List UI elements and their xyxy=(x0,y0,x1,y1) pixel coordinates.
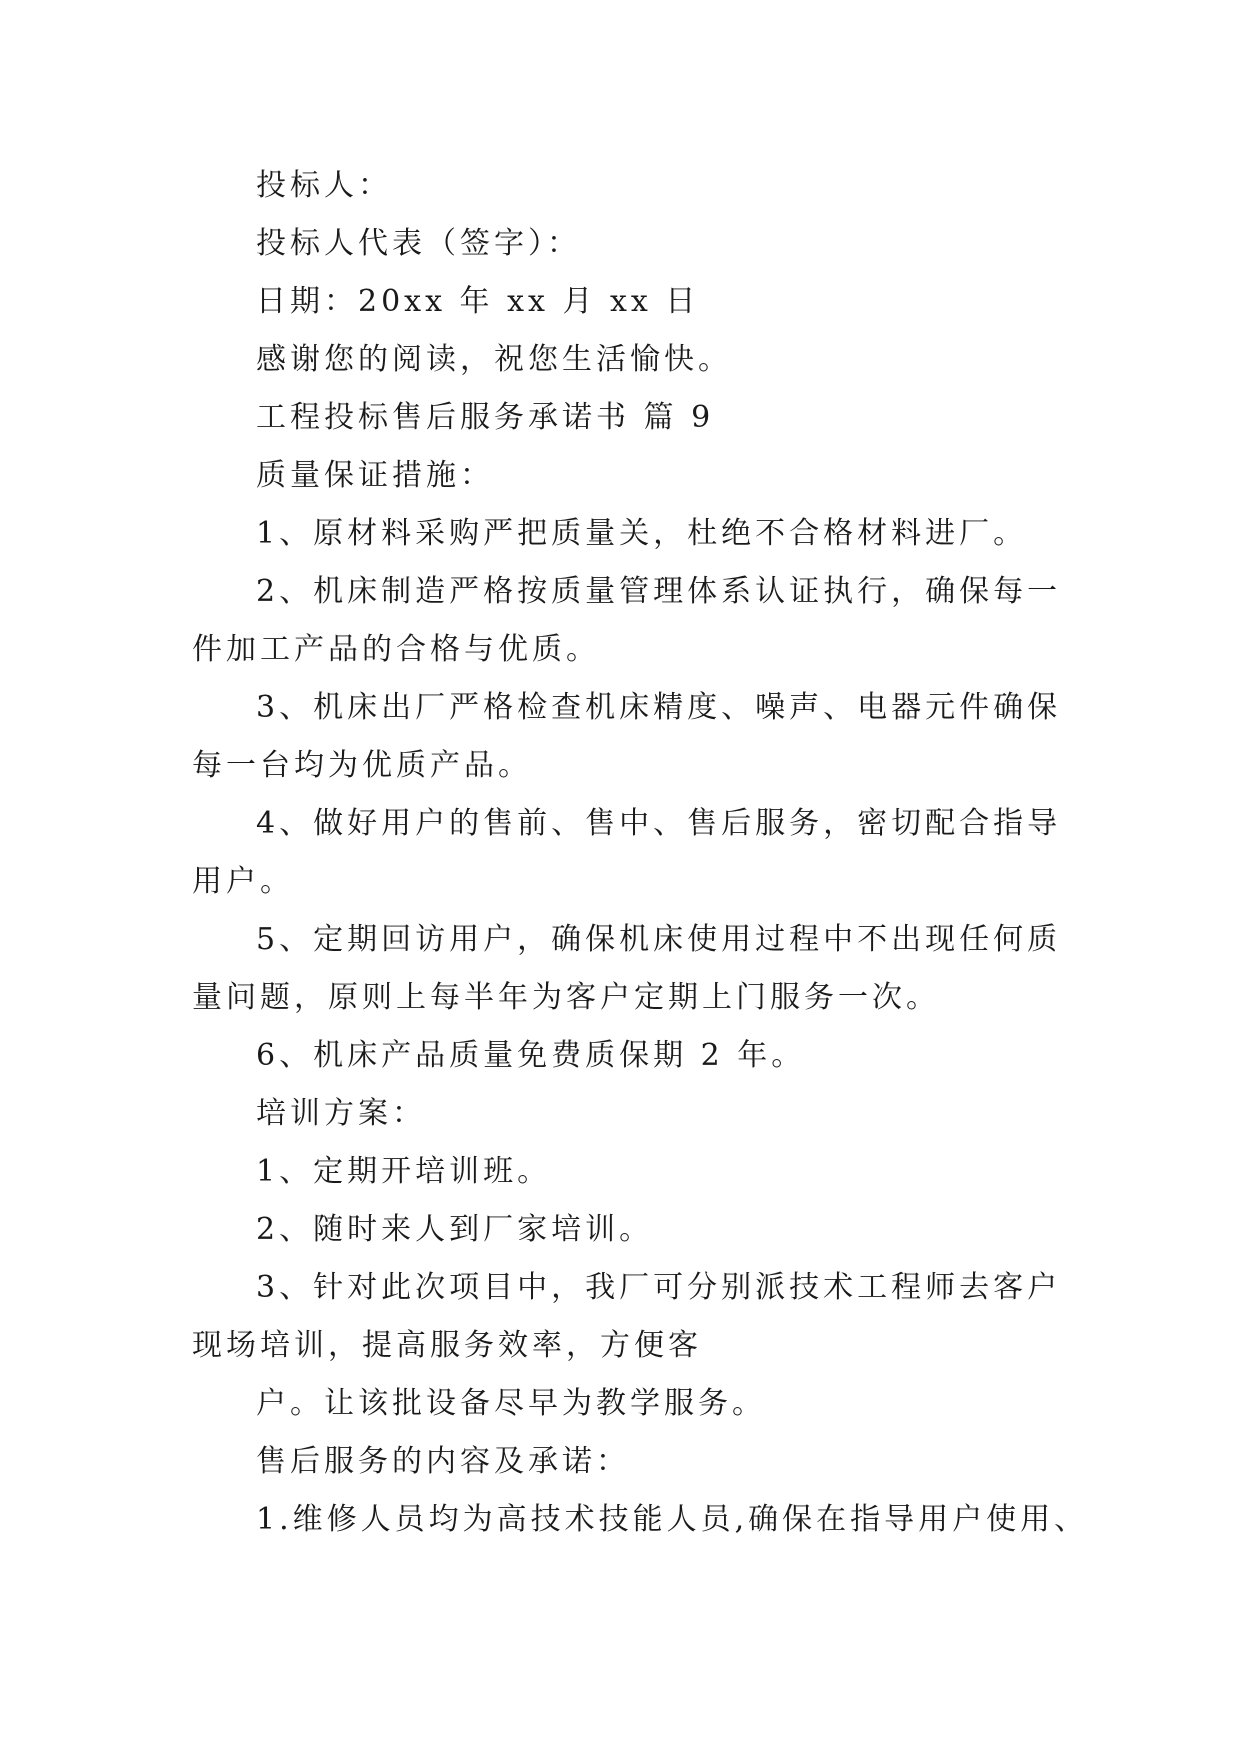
quality-heading: 质量保证措施： xyxy=(256,458,494,493)
quality-item-5-cont: 量问题，原则上每半年为客户定期上门服务一次。 xyxy=(192,980,940,1015)
bidder-representative-line: 投标人代表（签字）： xyxy=(256,226,581,261)
quality-item-1: 1、原材料采购严把质量关，杜绝不合格材料进厂。 xyxy=(256,516,1028,551)
service-heading: 售后服务的内容及承诺： xyxy=(256,1444,630,1479)
service-item-1: 1.维修人员均为高技术技能人员,确保在指导用户使用、 xyxy=(256,1502,1089,1537)
thanks-line: 感谢您的阅读，祝您生活愉快。 xyxy=(256,342,732,377)
quality-item-3-cont: 每一台均为优质产品。 xyxy=(192,748,532,783)
quality-item-3: 3、机床出厂严格检查机床精度、噪声、电器元件确保 xyxy=(256,690,1062,725)
bidder-line: 投标人： xyxy=(256,168,392,203)
training-item-1: 1、定期开培训班。 xyxy=(256,1154,552,1189)
training-item-3-cont: 现场培训，提高服务效率，方便客 xyxy=(192,1328,702,1363)
training-item-3: 3、针对此次项目中，我厂可分别派技术工程师去客户 xyxy=(256,1270,1062,1305)
quality-item-4: 4、做好用户的售前、售中、售后服务，密切配合指导 xyxy=(256,806,1062,841)
quality-item-6: 6、机床产品质量免费质保期 2 年。 xyxy=(256,1038,806,1073)
quality-item-2-cont: 件加工产品的合格与优质。 xyxy=(192,632,600,667)
training-item-2: 2、随时来人到厂家培训。 xyxy=(256,1212,654,1247)
date-line: 日期：20xx 年 xx 月 xx 日 xyxy=(256,284,700,319)
quality-item-5: 5、定期回访用户，确保机床使用过程中不出现任何质 xyxy=(256,922,1062,957)
quality-item-4-cont: 用户。 xyxy=(192,864,294,899)
training-heading: 培训方案： xyxy=(256,1096,426,1131)
quality-item-2: 2、机床制造严格按质量管理体系认证执行，确保每一 xyxy=(256,574,1062,609)
training-item-3-cont-2: 户。让该批设备尽早为教学服务。 xyxy=(256,1386,766,1421)
section-title: 工程投标售后服务承诺书 篇 9 xyxy=(256,400,715,435)
